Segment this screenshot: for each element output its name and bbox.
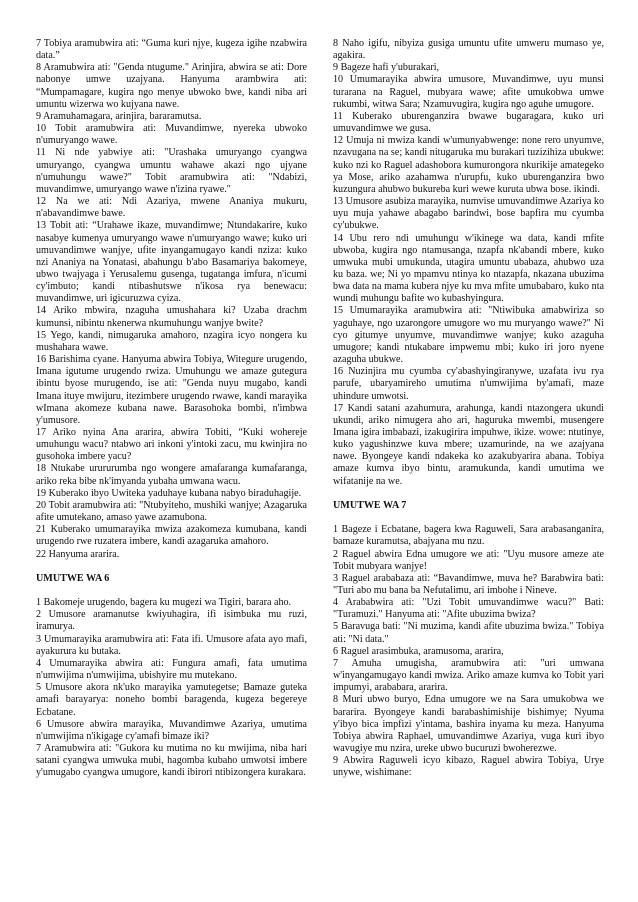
verse-paragraph: 17 Ariko nyina Ana ararira, abwira Tobiti, “Kuki wohereje umuhungu wacu? ntabwo ari inkoni y'intoki zacu, mu kwinjira no gusohoka imbere yacu? (36, 427, 307, 463)
verse-paragraph: 3 Raguel arababaza ati: “Bavandimwe, muva he? Barabwira bati: "Turi abo mu bana ba Nefutalimu, ari imbohe i Nineve. (333, 572, 604, 596)
verse-paragraph: 4 Arababwira ati: "Uzi Tobit umuvandimwe wacu?" Bati: "Turamuzi." Hanyuma ati: "Afite ubuzima bwiza? (333, 597, 604, 621)
verse-paragraph: 9 Aramuhamagara, arinjira, bararamutsa. (36, 110, 202, 122)
verse-paragraph: 1 Bageze i Ecbatane, bagera kwa Raguweli, Sara arabasanganira, bamaze kuramutsa, abajyana mu nzu. (333, 524, 604, 548)
verse-paragraph: 19 Kuberako ibyo Uwiteka yaduhaye kubana nabyo biraduhagije. (36, 487, 302, 499)
verse-paragraph: 13 Tobit ati: “Urahawe ikaze, muvandimwe; Ntundakarire, kuko nasabye kumenya umuryango wawe n'umuryango wawe; kuko uri umuvandimwe wanjye, ufite inyangamugayo kandi nziza: kuko nzi Ananiya na Yonatasi, abahungu b'abo Basamariya bakomeye, ubwo twajyaga i Yerusalemu gusenga, tugatanga imfura, n'icumi cy'imbuto; kandi ntibashutswe n'ikosa rya benewacu: muvandimwe, uri igicuruzwa cyiza. (36, 220, 307, 305)
verse-paragraph: 3 Umumarayika aramubwira ati: Fata ifi. Umusore afata ayo mafi, ayakurura ku butaka. (36, 633, 307, 657)
verse-paragraph: 22 Hanyuma ararira. (36, 548, 120, 560)
right-column (333, 38, 604, 878)
verse-paragraph: 14 Ubu rero ndi umuhungu w'ikinege wa data, kandi mfite ubwoba, kugira ngo ntamusanga, nzapfa nk'abandi mbere, kuko umwuka mubi umukunda, utagira umuntu ubabaza, ahubwo uza ku baza. we; Ni yo mpamvu ntinya ko ntazapfa, nkazana ubuzima bwa data na mama kubera njye ku mva mfite umubabaro, kuko nta wundi muhungu bafite wo kubashyingura. (333, 232, 604, 305)
verse-paragraph: 6 Umusore abwira marayika, Muvandimwe Azariya, umutima n'umwijima n'ikigage cy'amafi bimaze iki? (36, 718, 307, 742)
verse-paragraph: 9 Abwira Raguweli icyo kibazo, Raguel abwira Tobiya, Urye unywe, wishimane: (333, 755, 604, 779)
paragraph-spacer (36, 585, 307, 597)
chapter-heading: UMUTWE WA 6 (36, 572, 110, 584)
verse-paragraph: 18 Ntukabe urururumba ngo wongere amafaranga kumafaranga, ariko reka bibe nk'imyanda yubaha umwana wacu. (36, 463, 307, 487)
verse-paragraph: 12 Umuja ni mwiza kandi w'umunyabwenge: none rero unyumve, nzavugana na se; kandi nitugaruka mu burakari tuzizihiza ubukwe: kuko nzi ko Raguel adashobora kumurongora nkurikije amategeko ya Mose, ariko azahamwa n'urupfu, kuko uburenganzira bwo kuzungura ahubwo bukureba kuri wewe kuruta ubwa bose. ikindi. (333, 135, 604, 195)
paragraph-spacer (36, 561, 307, 573)
verse-paragraph: 7 Amuha umugisha, aramubwira ati: "uri umwana w'inyangamugayo kandi mwiza. Ariko amaze kumva ko Tobit yari impumyi, arababara, ararira. (333, 657, 604, 694)
verse-paragraph: 1 Bakomeje urugendo, bagera ku mugezi wa Tigiri, barara aho. (36, 597, 292, 609)
verse-paragraph: 7 Tobiya aramubwira ati: “Guma kuri njye, kugeza igihe nzabwira data.” (36, 38, 307, 62)
verse-paragraph: 4 Umumarayika abwira ati: Fungura amafi, fata umutima n'umwijima n'umwijima, ubishyire mu mutekano. (36, 657, 307, 682)
verse-paragraph: 8 Naho igifu, nibyiza gusiga umuntu ufite umweru mumaso ye, agakira. (333, 38, 604, 62)
verse-paragraph: 7 Aramubwira ati: "Gukora ku mutima no ku mwijima, niba hari satani cyangwa umwuka mubi, hagomba kubaho umwotsi imbere y'umugabo cyangwa umugore, kandi ibirori ntibizongera kurakara. (36, 743, 307, 779)
verse-paragraph: 15 Umumarayika aramubwira ati: "Ntiwibuka amabwiriza so yaguhaye, ngo uzarongore umugore wo mu muryango wawe?" Ni cyo gitumye unyumve, muvandimwe wanjye; kuko azaguha umugore; kandi ntukabare impwemu mbi; kuko iri joro nyene azaguha ubukwe. (333, 305, 604, 366)
verse-paragraph: 5 Umusore akora nk'uko marayika yamutegetse; Bamaze guteka amafi barayarya: noneho bombi baragenda, kugeza begereye Ecbatane. (36, 682, 307, 718)
verse-paragraph: 14 Ariko mbwira, nzaguha umushahara ki? Uzaba drachm kumunsi, nibintu nkenerwa nkumuhungu wanjye bwite? (36, 305, 307, 329)
verse-paragraph: 2 Raguel abwira Edna umugore we ati: "Uyu musore ameze ate Tobit mubyara wanjye! (333, 548, 604, 572)
verse-paragraph: 5 Baravuga bati: "Ni muzima, kandi afite ubuzima bwiza." Tobiya ati: "Ni data." (333, 621, 604, 645)
verse-paragraph: 10 Tobit aramubwira ati: Muvandimwe, nyereka ubwoko n'umuryango wawe. (36, 123, 307, 147)
chapter-heading: UMUTWE WA 7 (333, 499, 407, 511)
verse-paragraph: 16 Nuzinjira mu cyumba cy'abashyingiranywe, uzafata ivu rya parufe, ubaryamireho umutima n'umwijima by'amafi, maze uhindure umwotsi. (333, 366, 604, 402)
paragraph-spacer (333, 512, 604, 524)
verse-paragraph: 8 Aramubwira ati: "Genda ntugume." Arinjira, abwira se ati: Dore nabonye umwe uzajyana. Hanyuma arambwira ati: “Mumpamagare, kugira ngo menye ubwoko bwe, kandi niba ari umuntu wizerwa wo kujyana nawe. (36, 62, 307, 110)
verse-paragraph: 21 Kuberako umumarayika mwiza azakomeza kumubana, kandi urugendo rwe ruzatera imbere, kandi azagaruka amahoro. (36, 524, 307, 548)
verse-paragraph: 9 Bageze hafi y'uburakari, (333, 62, 440, 74)
verse-paragraph: 16 Barishima cyane. Hanyuma abwira Tobiya, Witegure urugendo, Imana igutume urugendo rwiza. Umuhungu we amaze gutegura ibintu byose murugendo, ise ati: "Genda nuyu mugabo, kandi Imana ituye mwijuru, itezimbere urugendo rwawe, kandi marayika wImana akomeze kubana nawe. Barasohoka bombi, n'imbwa y'umusore. (36, 354, 307, 426)
document-page (36, 38, 604, 878)
paragraph-spacer (333, 488, 604, 500)
verse-paragraph: 6 Raguel arasimbuka, aramusoma, ararira, (333, 645, 504, 657)
verse-paragraph: 17 Kandi satani azahumura, arahunga, kandi ntazongera ukundi ukundi, ariko nimugera aho ari, haguruka mwembi, musengere Imana igira imbabazi, izakugirira impuhwe, ikize. wowe: ntutinye, kuko yagushinzwe kuva mbere; uzamurinde, na we azajyana nawe. Byongeye kandi ndakeka ko azakubyarira abana. Tobiya amaze kumva ibyo bintu, aramukunda, kandi umutima we wifatanije na we. (333, 402, 604, 487)
left-column (36, 38, 307, 878)
verse-paragraph: 12 Na we ati: Ndi Azariya, mwene Ananiya mukuru, n'abavandimwe bawe. (36, 196, 307, 220)
verse-paragraph: 2 Umusore aramanutse kwiyuhagira, ifi isimbuka mu ruzi, iramurya. (36, 609, 307, 633)
verse-paragraph: 8 Muri ubwo buryo, Edna umugore we na Sara umukobwa we bararira. Byongeye kandi barabashimishije bishimye; Nyuma y'ibyo bica impfizi y'intama, bashira inyama ku meza. Hanyuma Tobiya abwira Raphael, umuvandimwe Azariya, vuga kuri ibyo wavugiye mu nzira, ureke ubwo bucuruzi bwoherezwe. (333, 694, 604, 755)
verse-paragraph: 11 Ni nde yabwiye ati: "Urashaka umuryango cyangwa umuryango, cyangwa umuntu wahawe akazi ngo ujyane n'umuhungu wawe?" Tobit aramubwira ati: "Ndabizi, muvandimwe, umuryango wawe n'izina ryawe." (36, 147, 307, 195)
verse-paragraph: 20 Tobit aramubwira ati: "Ntubyiteho, mushiki wanjye; Azagaruka afite umutekano, amaso yawe azamubona. (36, 499, 307, 524)
verse-paragraph: 10 Umumarayika abwira umusore, Muvandimwe, uyu munsi turarana na Raguel, mubyara wawe; afite umukobwa umwe rukumbi, witwa Sara; Nzamuvugira, kugira ngo aguhe umugore. (333, 74, 604, 110)
verse-paragraph: 15 Yego, kandi, nimugaruka amahoro, nzagira icyo nongera ku mushahara wawe. (36, 329, 307, 353)
verse-paragraph: 11 Kuberako uburenganzira bwawe bugaragara, kuko uri umuvandimwe we gusa. (333, 110, 604, 135)
verse-paragraph: 13 Umusore asubiza marayika, numvise umuvandimwe Azariya ko uyu muja yahawe abagabo barindwi, bose bapfira mu cyumba cy'ubukwe. (333, 196, 604, 232)
